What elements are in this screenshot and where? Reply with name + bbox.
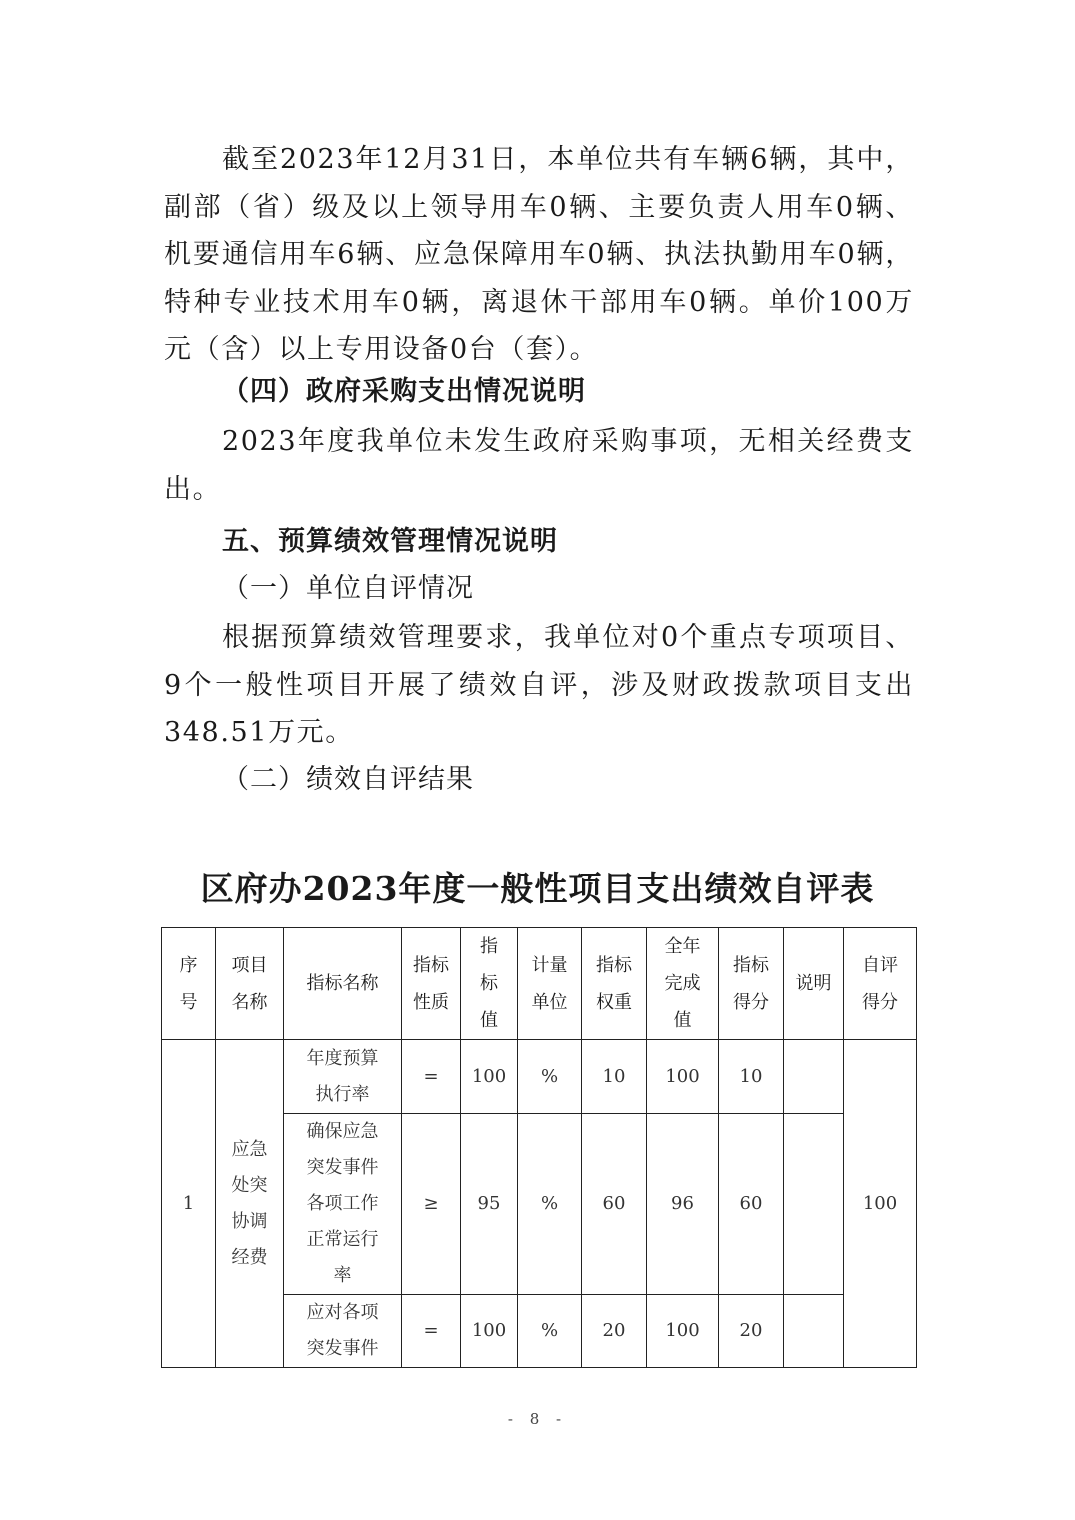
project-seq-cell: 1 [162, 1040, 216, 1368]
project-name-cell: 应急处突协调经费 [216, 1040, 284, 1368]
table-header-row [162, 928, 917, 1040]
header-self-score: 自评得分 [844, 928, 917, 1040]
header-score: 指标得分 [719, 928, 784, 1040]
heading-eval-result: （二）绩效自评结果 [222, 764, 474, 795]
weight-cell: 60 [582, 1114, 647, 1295]
indicator-nature-cell: = [402, 1295, 461, 1368]
header-project: 项目名称 [216, 928, 284, 1040]
actual-cell: 100 [647, 1040, 719, 1114]
header-note: 说明 [784, 928, 844, 1040]
header-weight: 指标权重 [582, 928, 647, 1040]
note-cell [784, 1295, 844, 1368]
procurement-paragraph: 2023年度我单位未发生政府采购事项，无相关经费支出。 [164, 426, 914, 505]
heading-section-5: 五、预算绩效管理情况说明 [222, 526, 558, 557]
header-value: 指标值 [461, 928, 518, 1040]
indicator-value-cell: 95 [461, 1114, 518, 1295]
header-seq: 序号 [162, 928, 216, 1040]
score-cell: 10 [719, 1040, 784, 1114]
indicator-name-cell: 年度预算执行率 [284, 1040, 402, 1114]
indicator-value-cell: 100 [461, 1040, 518, 1114]
unit-cell: % [518, 1040, 582, 1114]
table-title: 区府办2023年度一般性项目支出绩效自评表 [200, 869, 875, 908]
indicator-nature-cell: ≥ [402, 1114, 461, 1295]
self-score-cell: 100 [844, 1040, 917, 1368]
unit-cell: % [518, 1114, 582, 1295]
table-row [162, 1040, 917, 1114]
indicator-name-cell: 确保应急突发事件各项工作正常运行率 [284, 1114, 402, 1295]
unit-cell: % [518, 1295, 582, 1368]
note-cell [784, 1114, 844, 1295]
score-cell: 20 [719, 1295, 784, 1368]
indicator-nature-cell: = [402, 1040, 461, 1114]
weight-cell: 10 [582, 1040, 647, 1114]
score-cell: 60 [719, 1114, 784, 1295]
indicator-name-cell: 应对各项突发事件 [284, 1295, 402, 1368]
heading-unit-self-eval: （一）单位自评情况 [222, 573, 474, 604]
note-cell [784, 1040, 844, 1114]
performance-table [161, 927, 917, 1368]
vehicle-paragraph: 截至2023年12月31日，本单位共有车辆6辆，其中，副部（省）级及以上领导用车0辆、主要负责人用车0辆、机要通信用车6辆、应急保障用车0辆、执法执勤用车0辆，特种专业技术用车0辆，离退休干部用车0辆。单价100万元（含）以上专用设备0台（套）。 [164, 144, 914, 366]
header-unit: 计量单位 [518, 928, 582, 1040]
actual-cell: 96 [647, 1114, 719, 1295]
self-eval-paragraph: 根据预算绩效管理要求，我单位对0个重点专项项目、9个一般性项目开展了绩效自评，涉及财政拨款项目支出348.51万元。 [164, 622, 914, 749]
actual-cell: 100 [647, 1295, 719, 1368]
header-actual: 全年完成值 [647, 928, 719, 1040]
indicator-value-cell: 100 [461, 1295, 518, 1368]
weight-cell: 20 [582, 1295, 647, 1368]
header-indicator: 指标名称 [284, 928, 402, 1040]
header-nature: 指标性质 [402, 928, 461, 1040]
page-number: - 8 - [507, 1410, 568, 1428]
heading-procurement: （四）政府采购支出情况说明 [222, 376, 586, 407]
